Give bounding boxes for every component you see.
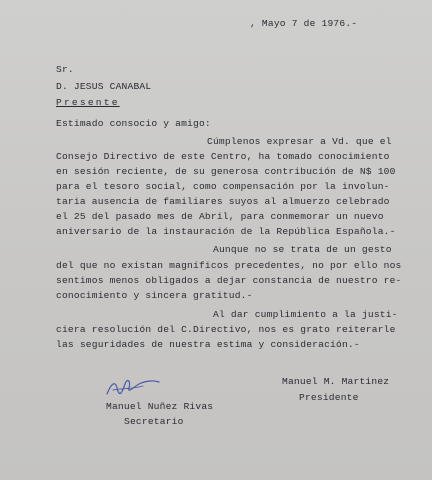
body-line: conocimiento y sincera gratitud.- xyxy=(56,290,253,301)
letter-date: , Mayo 7 de 1976.- xyxy=(250,18,358,29)
body-line: el 25 del pasado mes de Abril, para conmemorar un nuevo xyxy=(56,211,384,222)
secretary-name: Manuel Nuñez Rivas xyxy=(106,401,214,412)
body-line: Consejo Directivo de este Centro, ha tomado conocimiento xyxy=(56,151,390,162)
body-line: del que no existan magníficos precedentes, no por ello nos xyxy=(56,260,402,271)
body-line: taria ausencia de familiares suyos al almuerzo celebrado xyxy=(56,196,390,207)
secretary-title: Secretario xyxy=(124,416,184,427)
salutation-title: Sr. xyxy=(56,64,74,75)
president-name: Manuel M. Martinez xyxy=(282,376,390,387)
body-line: aniversario de la instauración de la República Española.- xyxy=(56,226,396,237)
recipient-name: D. JESUS CANABAL xyxy=(56,81,152,92)
presente-heading: Presente xyxy=(56,97,120,108)
body-line: Cúmplenos expresar a Vd. que el xyxy=(207,136,392,147)
body-line: en sesión reciente, de su generosa contribución de N$ 100 xyxy=(56,166,396,177)
greeting: Estimado consocio y amigo: xyxy=(56,118,211,129)
president-title: Presidente xyxy=(299,392,359,403)
body-line: Al dar cumplimiento a la justi- xyxy=(213,309,398,320)
body-line: las seguridades de nuestra estima y consideración.- xyxy=(56,339,360,350)
handwritten-signature xyxy=(103,376,163,400)
body-line: ciera resolución del C.Directivo, nos es grato reiterarle xyxy=(56,324,396,335)
body-line: Aunque no se trata de un gesto xyxy=(213,244,392,255)
body-line: para el tesoro social, como compensación por la involun- xyxy=(56,181,390,192)
body-line: sentimos menos obligados a dejar constancia de nuestro re- xyxy=(56,275,402,286)
